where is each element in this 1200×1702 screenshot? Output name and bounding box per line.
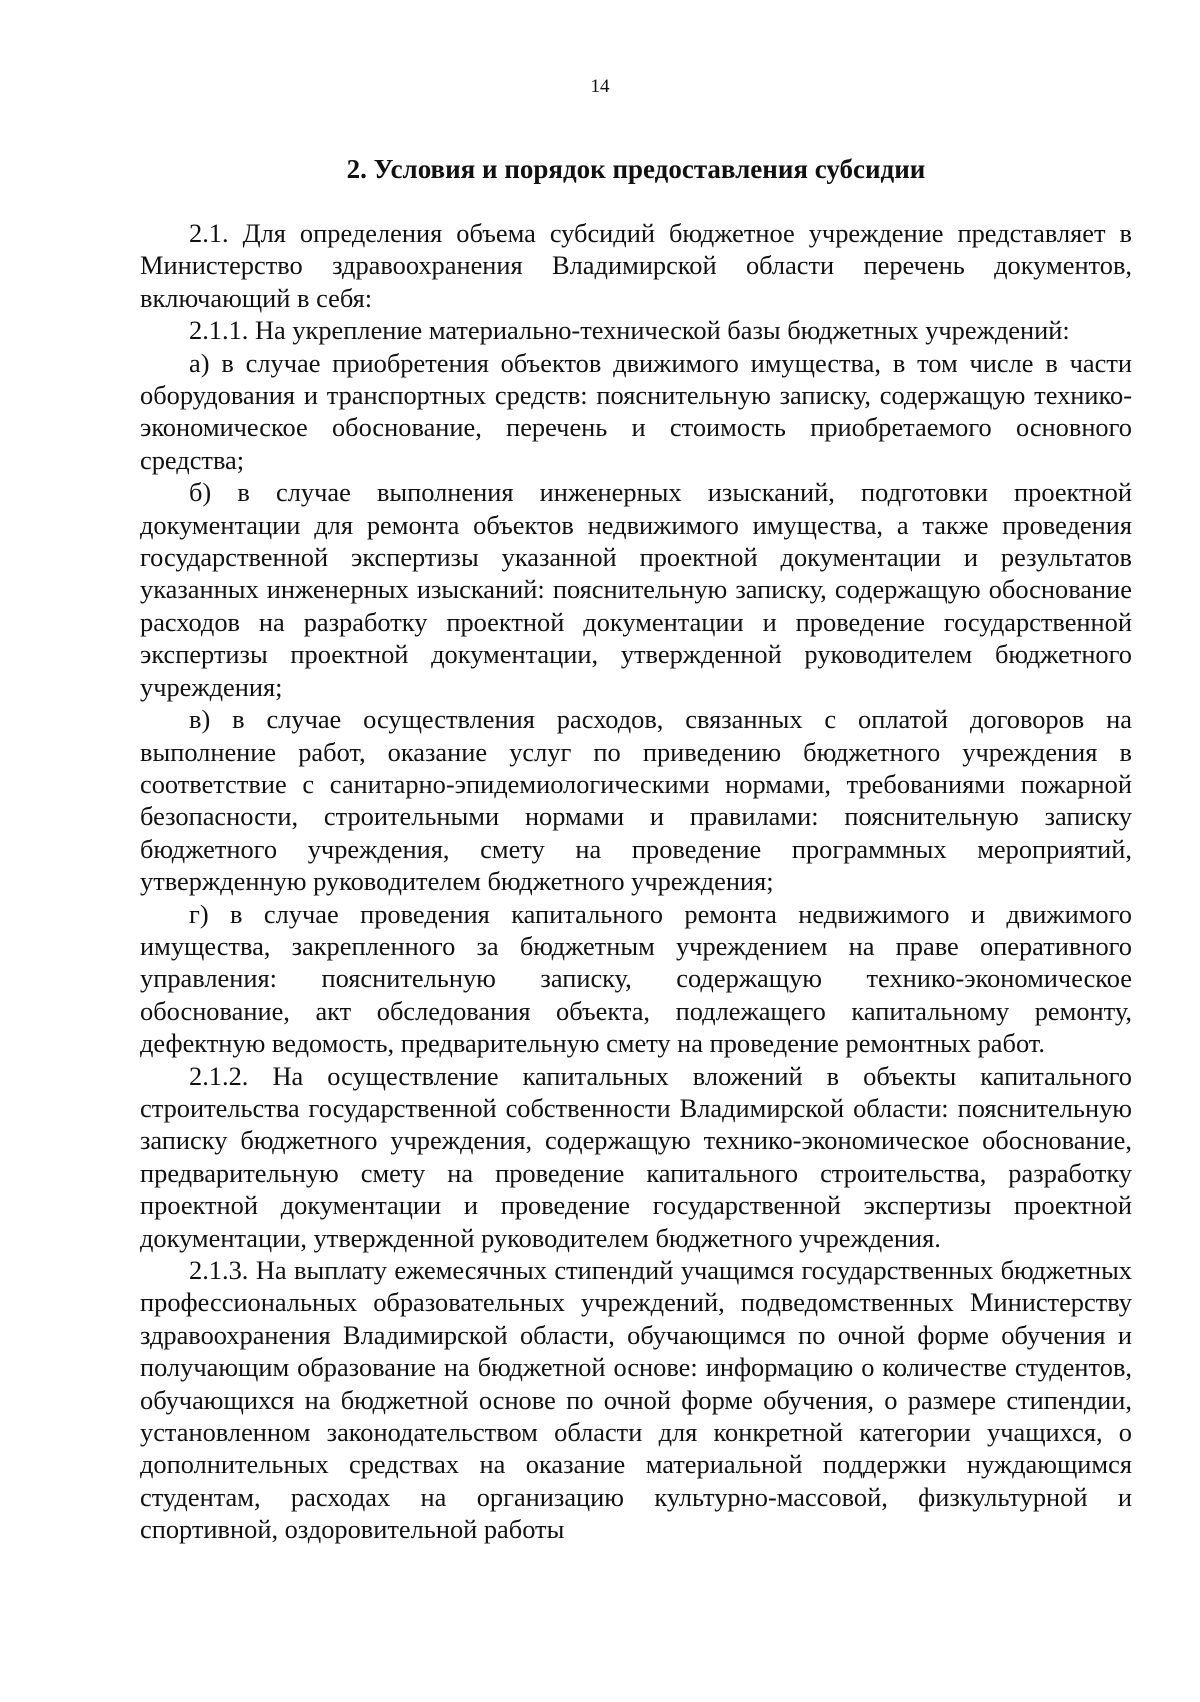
paragraph-2-1-3: 2.1.3. На выплату ежемесячных стипендий учащимся государственных бюджетных профессиональных образовательных учреждений, подведомственных Министерству здравоохранения Владимирской области, обучающимся по очной форме обучения и получающим образование на бюджетной основе: информацию о количестве студентов, обучающихся на бюджетной основе по очной форме обучения, о размере стипендии, установленном законодательством области для конкретной категории учащихся, о дополнительных средствах на оказание материальной поддержки нуждающимся студентам, расходах на организацию культурно-массовой, физкультурной и спортивной, оздоровительной работы <box>140 1255 1132 1545</box>
paragraph-item-a: а) в случае приобретения объектов движимого имущества, в том числе в части оборудования и транспортных средств: пояснительную записку, содержащую технико-экономическое обоснование, перечень и стоимость приобретаемого основного средства; <box>140 347 1132 475</box>
paragraph-2-1-1: 2.1.1. На укрепление материально-технической базы бюджетных учреждений: <box>189 315 1070 346</box>
paragraph-item-v: в) в случае осуществления расходов, связанных с оплатой договоров на выполнение работ, оказание услуг по приведению бюджетного учреждения в соответствие с санитарно-эпидемиологическими нормами, требованиями пожарной безопасности, строительными нормами и правилами: пояснительную записку бюджетного учреждения, смету на проведение программных мероприятий, утвержденную руководителем бюджетного учреждения; <box>140 704 1132 897</box>
paragraph-item-g: г) в случае проведения капитального ремонта недвижимого и движимого имущества, закрепленного за бюджетным учреждением на праве оперативного управления: пояснительную записку, содержащую технико-экономическое обоснование, акт обследования объекта, подлежащего капитальному ремонту, дефектную ведомость, предварительную смету на проведение ремонтных работ. <box>140 898 1132 1059</box>
page-number: 14 <box>590 76 610 97</box>
paragraph-2-1: 2.1. Для определения объема субсидий бюджетное учреждение представляет в Министерство здравоохранения Владимирской области перечень документов, включающий в себя: <box>140 218 1132 313</box>
section-heading: 2. Условия и порядок предоставления субсидии <box>346 154 926 184</box>
paragraph-item-b: б) в случае выполнения инженерных изысканий, подготовки проектной документации для ремонта объектов недвижимого имущества, а также проведения государственной экспертизы указанной проектной документации и результатов указанных инженерных изысканий: пояснительную записку, содержащую обоснование расходов на разработку проектной документации и проведение государственной экспертизы проектной документации, утвержденной руководителем бюджетного учреждения; <box>140 477 1132 702</box>
paragraph-2-1-2: 2.1.2. На осуществление капитальных вложений в объекты капитального строительства государственной собственности Владимирской области: пояснительную записку бюджетного учреждения, содержащую технико-экономическое обоснование, предварительную смету на проведение капитального строительства, разработку проектной документации и проведение государственной экспертизы проектной документации, утвержденной руководителем бюджетного учреждения. <box>140 1060 1132 1253</box>
document-body <box>140 217 1132 1546</box>
